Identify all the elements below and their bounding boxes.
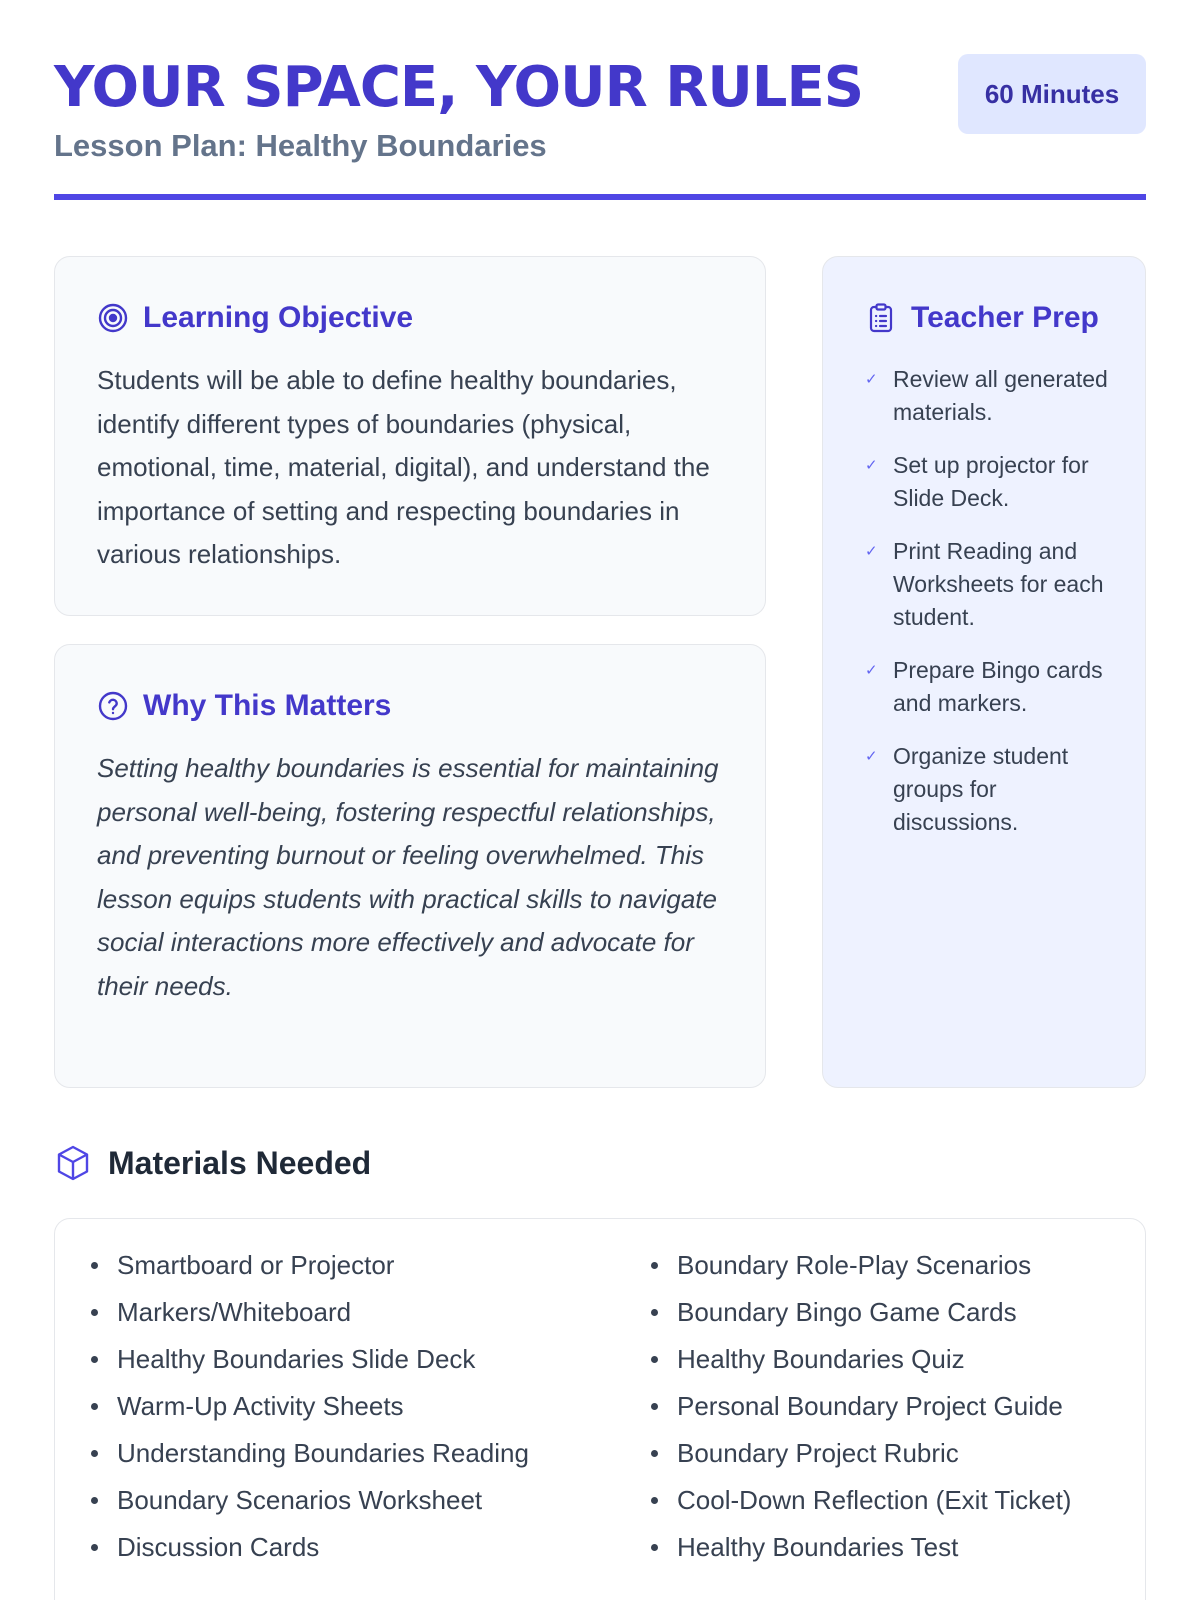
list-item: ✓ Review all generated materials. <box>865 363 1125 429</box>
list-item: Boundary Role-Play Scenarios <box>647 1245 1127 1285</box>
list-item: Boundary Project Rubric <box>647 1433 1127 1473</box>
list-item: Boundary Bingo Game Cards <box>647 1292 1127 1332</box>
materials-card <box>54 1218 1146 1600</box>
list-item: Healthy Boundaries Slide Deck <box>87 1339 587 1379</box>
why-this-matters-header <box>97 689 391 723</box>
list-item: ✓ Print Reading and Worksheets for each student. <box>865 535 1125 634</box>
page-title: YOUR SPACE, YOUR RULES <box>54 55 864 120</box>
materials-list-left <box>87 1245 587 1574</box>
list-item: Healthy Boundaries Quiz <box>647 1339 1127 1379</box>
check-icon: ✓ <box>865 371 878 388</box>
header-divider <box>54 194 1146 200</box>
learning-objective-text: Students will be able to define healthy boundaries, identify different types of boundaries (physical, emotional, time, material, digital), and understand the importance of setting and respecting boundaries in various relationships. <box>97 365 710 569</box>
check-icon: ✓ <box>865 457 878 474</box>
help-circle-icon <box>97 690 129 722</box>
why-this-matters-title: Why This Matters <box>143 689 392 722</box>
teacher-prep-list <box>865 363 1125 859</box>
list-item: Smartboard or Projector <box>87 1245 587 1285</box>
list-item: Discussion Cards <box>87 1527 587 1567</box>
learning-objective-card <box>54 256 766 616</box>
list-item: Personal Boundary Project Guide <box>647 1386 1127 1426</box>
teacher-prep-title: Teacher Prep <box>911 301 1099 334</box>
list-item: Boundary Scenarios Worksheet <box>87 1480 587 1520</box>
list-item: ✓ Organize student groups for discussions. <box>865 740 1125 839</box>
page-subtitle: Lesson Plan: Healthy Boundaries <box>54 128 547 163</box>
check-icon: ✓ <box>865 748 878 765</box>
list-item: Markers/Whiteboard <box>87 1292 587 1332</box>
materials-header <box>54 1144 371 1182</box>
list-item: Cool-Down Reflection (Exit Ticket) <box>647 1480 1127 1520</box>
check-icon: ✓ <box>865 543 878 560</box>
learning-objective-title: Learning Objective <box>143 301 414 334</box>
materials-list-right <box>647 1245 1127 1574</box>
why-this-matters-text: Setting healthy boundaries is essential for maintaining personal well-being, fostering respectful relationships, and preventing burnout or feeling overwhelmed. This lesson equips students with practical skills to navigate social interactions more effectively and advocate for their needs. <box>97 753 719 1001</box>
learning-objective-header <box>97 301 413 335</box>
box-icon <box>54 1144 92 1182</box>
check-icon: ✓ <box>865 662 878 679</box>
target-icon <box>97 302 129 334</box>
list-item: Warm-Up Activity Sheets <box>87 1386 587 1426</box>
list-item: ✓ Set up projector for Slide Deck. <box>865 449 1125 515</box>
teacher-prep-card <box>822 256 1146 1088</box>
teacher-prep-header <box>865 301 1099 335</box>
list-item: Understanding Boundaries Reading <box>87 1433 587 1473</box>
list-item: Healthy Boundaries Test <box>647 1527 1127 1567</box>
clipboard-list-icon <box>865 302 897 334</box>
duration-badge: 60 Minutes <box>958 54 1146 134</box>
why-this-matters-card <box>54 644 766 1088</box>
materials-title: Materials Needed <box>108 1144 372 1181</box>
list-item: ✓ Prepare Bingo cards and markers. <box>865 654 1125 720</box>
